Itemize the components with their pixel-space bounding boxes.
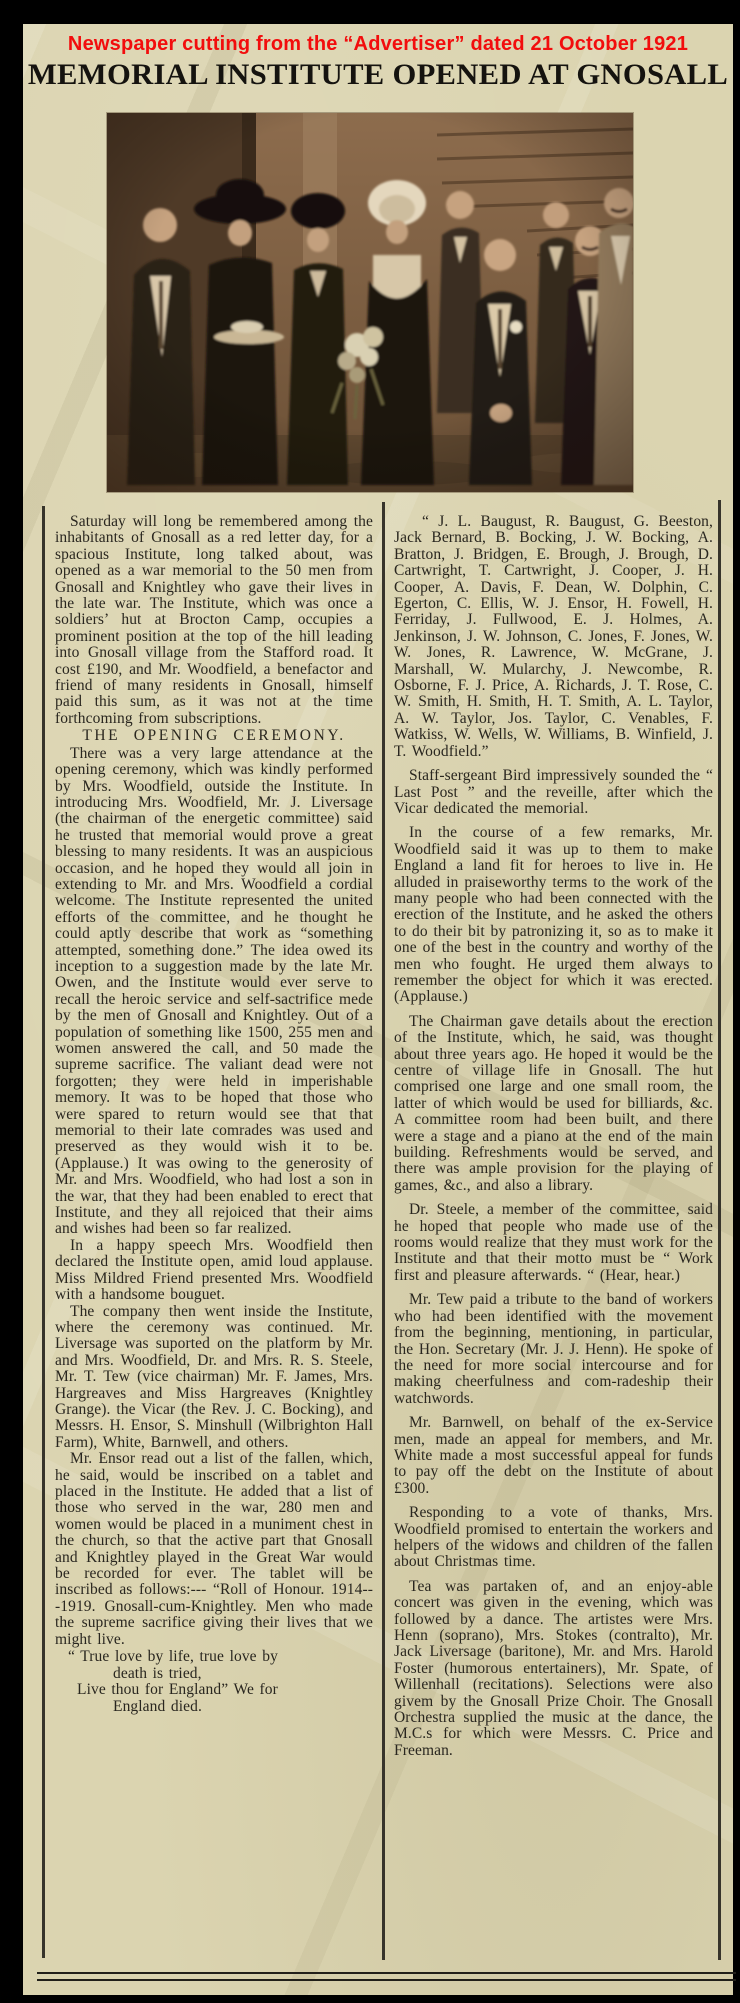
group-photo	[107, 113, 633, 492]
article-column-right	[394, 514, 713, 1767]
article-paragraph: Responding to a vote of thanks, Mrs. Woodfield promised to entertain the workers and helpers of the widows and children of the fallen about Christmas time.	[394, 1504, 713, 1571]
article-paragraph: There was a very large attendance at the opening ceremony, which was kindly performed by Mrs. Woodfield, outside the Institute. In introducing Mrs. Woodfield, Mr. J. Liversage (the chairman of the energetic committee) said he trusted that memorial would prove a great blessing to many residents. It was an auspicious occasion, and he hoped they would all join in extending to Mr. and Mrs. Woodfield a cordial welcome. The Institute represented the united efforts of the committee, and he thought he could aptly describe that work as “something attempted, something done.” The idea owed its inception to a suggestion made by the late Mr. Owen, and the Institute would ever serve to recall the heroic service and self-sactrifice mede by the men of Gnosall and Knightley. Out of a population of something like 1500, 255 men and women answered the call, and 50 made the supreme sacrifice. The valiant dead were not forgotten; they were held in imperishable memory. It was to be hoped that those who were spared to return would see that that memorial to their late comrades was used and preserved as they would wish it to be. (Applause.) It was owing to the generosity of Mr. and Mrs. Woodfield, who had lost a son in the war, that they had been enabled to erect that Institute, and they all rejoiced that their aims and wishes had been so far realized.	[55, 744, 373, 1238]
article-paragraph: The Chairman gave details about the erection of the Institute, which, he said, was thought about three years ago. He hoped it would be the centre of village life in Gnosall. The hut comprised one large and one small room, the latter of which would be used for billiards, &c. A committee room had been built, and there were a stage and a piano at the end of the main building. Refreshments would be served, and there was ample provision for the playing of games, &c., and also a library.	[394, 1012, 713, 1194]
article-column-left	[55, 514, 373, 1715]
verse-line: death is tried,	[113, 1664, 202, 1682]
group-photo-illustration	[107, 113, 633, 492]
verse-line: England died.	[113, 1697, 202, 1715]
article-paragraph: Mr. Barnwell, on behalf of the ex-Service men, made an appeal for members, and Mr. White made a most successful appeal for funds to pay off the debt on the Institute of about £300.	[394, 1414, 713, 1497]
article-paragraph: Tea was partaken of, and an enjoy-able concert was given in the evening, which was followed by a dance. The artistes were Mrs. Henn (soprano), Mrs. Stokes (contralto), Mr. Jack Liversage (baritone), Mr. and Mrs. Harold Foster (humorous entertainers), Mr. Spate, of Willenhall (recitations). Selections were also givem by the Gnosall Prize Choir. The Gnosall Orchestra supplied the music at the dance, the M.C.s for which were Messrs. C. Price and Freeman.	[394, 1577, 713, 1759]
memorial-verse	[55, 1649, 373, 1715]
article-paragraph: In the course of a few remarks, Mr. Woodfield said it was up to them to make England a land fit for heroes to live in. He alluded in praiseworthy terms to the work of the many people who had been connected with the erection of the Institute, and he asked the others to do their bit by patronizing it, so as to make it one of the best in the country and worthy of the men who fought. He urged them always to remember the object for which it was erected. (Applause.)	[394, 824, 713, 1006]
article-paragraph: Mr. Ensor read out a list of the fallen, which, he said, would be inscribed on a tablet and placed in the Institute. He added that a list of those who served in the war, 280 men and women would be placed in a muniment chest in the church, so that the active part that Gnosall and Knightley played in the Great War would be recorded for ever. The tablet will be inscribed as follows:--- “Roll of Honour. 1914---1919. Gnosall-cum-Knightley. Men who made the supreme sacrifice giving their lives that we might live.	[55, 1450, 373, 1648]
verse-line: “ True love by life, true love by	[68, 1648, 278, 1666]
article-headline: MEMORIAL INSTITUTE OPENED AT GNOSALL	[27, 58, 729, 91]
article-paragraph: Saturday will long be remembered among the inhabitants of Gnosall as a red letter day, for a spacious Institute, long talked about, was opened as a war memorial to the 50 men from Gnosall and Knightley who gave their lives in the late war. The Institute, which was once a soldiers’ hut at Brocton Camp, occupies a prominent position at the top of the hill leading into Gnosall village from the Stafford road. It cost £190, and Mr. Woodfield, a benefactor and friend of many residents in Gnosall, himself paid this sum, as it was not at the time forthcoming from subscriptions.	[55, 513, 373, 727]
article-paragraph: Mr. Tew paid a tribute to the band of workers who had been identified with the movement from the beginning, mentioning, in particular, the Hon. Secretary (Mr. J. J. Henn). He spoke of the need for more social intercourse and for making cheerfulness and com-radeship their watchwords.	[394, 1291, 713, 1407]
column-rule-right	[718, 500, 721, 1960]
column-rule-left	[42, 506, 45, 1958]
column-rule-middle	[382, 502, 385, 1960]
article-paragraph: The company then went inside the Institute, where the ceremony was continued. Mr. Liversage was suported on the platform by Mr. and Mrs. Woodfield, Dr. and Mrs. R. S. Steele, Mr. T. Tew (vice chairman) Mr. F. James, Mrs. Hargreaves and Miss Hargreaves (Knightley Grange). the Vicar (the Rev. J. C. Bocking), and Messrs. H. Ensor, S. Minshull (Wilbrighton Hall Farm), White, Barnwell, and others.	[55, 1302, 373, 1451]
section-subheading: THE OPENING CEREMONY.	[82, 727, 346, 745]
article-paragraph: Dr. Steele, a member of the committee, said he hoped that people who made use of the rooms would realize that they must work for the Institute and that their motto must be “ Work first and pleasure afterwards. “ (Hear, hear.)	[394, 1201, 713, 1284]
source-note: Newspaper cutting from the “Advertiser” dated 21 October 1921	[67, 33, 689, 55]
newsprint-paper	[23, 24, 733, 1995]
article-paragraph: In a happy speech Mrs. Woodfield then declared the Institute open, amid loud applause. Miss Mildred Friend presented Mrs. Woodfield with a handsome bouguet.	[55, 1236, 373, 1304]
roll-of-honour-names: “ J. L. Baugust, R. Baugust, G. Beeston, Jack Bernard, B. Bocking, J. W. Bocking, A. Bratton, J. Bridgen, E. Brough, J. Brough, D. Cartwright, T. Cartwright, J. Cooper, J. H. Cooper, A. Davis, F. Dean, W. Dolphin, C. Egerton, C. Ellis, W. J. Ensor, H. Fowell, H. Ferriday, J. Fullwood, E. J. Holmes, A. Jenkinson, J. W. Johnson, C. Jones, F. Jones, W. W. Jones, R. Lawrence, W. McGrane, J. Marshall, W. Mularchy, J. Newcombe, R. Osborne, F. J. Price, A. Richards, J. T. Rose, C. W. Smith, H. Smith, H. T. Smith, A. L. Taylor, A. W. Taylor, Jos. Taylor, C. Venables, F. Watkiss, W. Wells, W. Williams, B. Winfield, J. T. Woodfield.”	[394, 513, 713, 760]
article-paragraph: Staff-sergeant Bird impressively sounded the “ Last Post ” and the reveille, after which the Vicar dedicated the memorial.	[394, 767, 713, 817]
bottom-double-rule	[37, 1972, 736, 1981]
verse-line: Live thou for England” We for	[77, 1681, 278, 1699]
